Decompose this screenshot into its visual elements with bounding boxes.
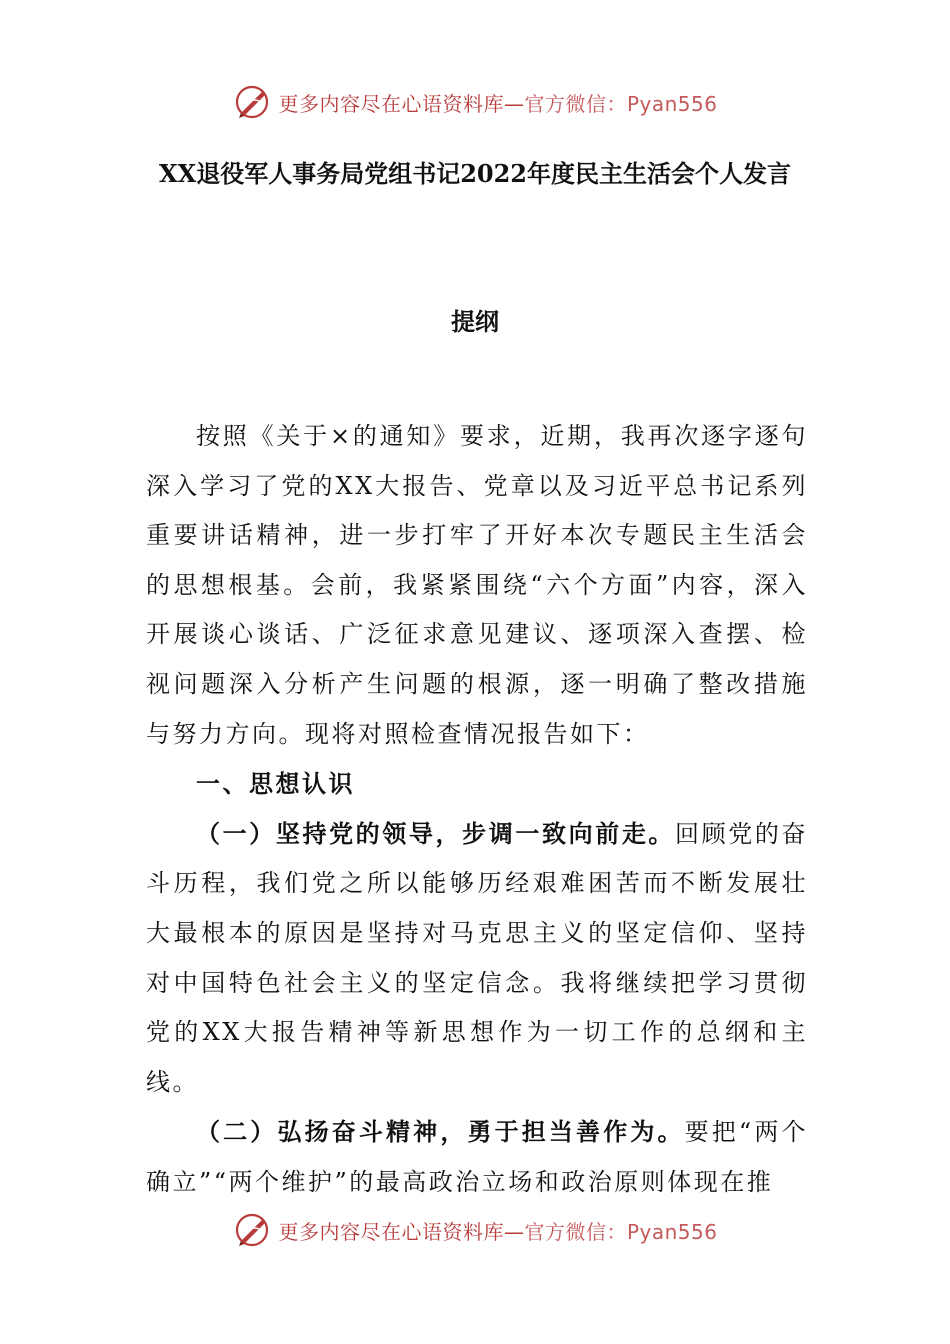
item-1-text: 回顾党的奋斗历程，我们党之所以能够历经艰难困苦而不断发展壮大最根本的原因是坚持对马克思主义的坚定信仰、坚持对中国特色社会主义的坚定信念。我将继续把学习贯彻党的XX大报告精神等新思想作为一切工作的总纲和主线。 (146, 819, 809, 1096)
item-1-paragraph (146, 809, 808, 1108)
item-2-lead: （二）弘扬奋斗精神，勇于担当善作为。 (196, 1117, 685, 1147)
document-title: XX退役军人事务局党组书记2022年度民主生活会个人发言 (158, 159, 792, 188)
document-title-continued: 提纲 (451, 307, 499, 336)
watermark-contact: 官方微信：Pyan556 (524, 91, 718, 116)
watermark-library: 更多内容尽在心语资料库— (278, 1219, 525, 1244)
pen-logo-icon (232, 82, 272, 122)
watermark-header (0, 82, 950, 122)
intro-paragraph: 按照《关于×的通知》要求，近期，我再次逐字逐句深入学习了党的XX大报告、党章以及习近平总书记系列重要讲话精神，进一步打牢了开好本次专题民主生活会的思想根基。会前，我紧紧围绕“六个方面”内容，深入开展谈心谈话、广泛征求意见建议、逐项深入查摆、检视问题深入分析产生问题的根源，逐一明确了整改措施与努力方向。现将对照检查情况报告如下： (146, 422, 808, 748)
section-heading-ideology: 一、思想认识 (196, 769, 355, 799)
watermark-text (278, 88, 717, 117)
item-1-lead: （一）坚持党的领导，步调一致向前走。 (196, 818, 676, 848)
watermark-footer (0, 1210, 950, 1250)
watermark-library: 更多内容尽在心语资料库— (278, 91, 525, 116)
item-2-paragraph (146, 1107, 808, 1207)
pen-logo-icon (232, 1210, 272, 1250)
item-2-text: 要把“两个确立”“两个维护”的最高政治立场和政治原则体现在推 (146, 1118, 808, 1196)
watermark-text (278, 1216, 717, 1245)
watermark-contact: 官方微信：Pyan556 (524, 1219, 718, 1244)
document-body (146, 412, 808, 1208)
